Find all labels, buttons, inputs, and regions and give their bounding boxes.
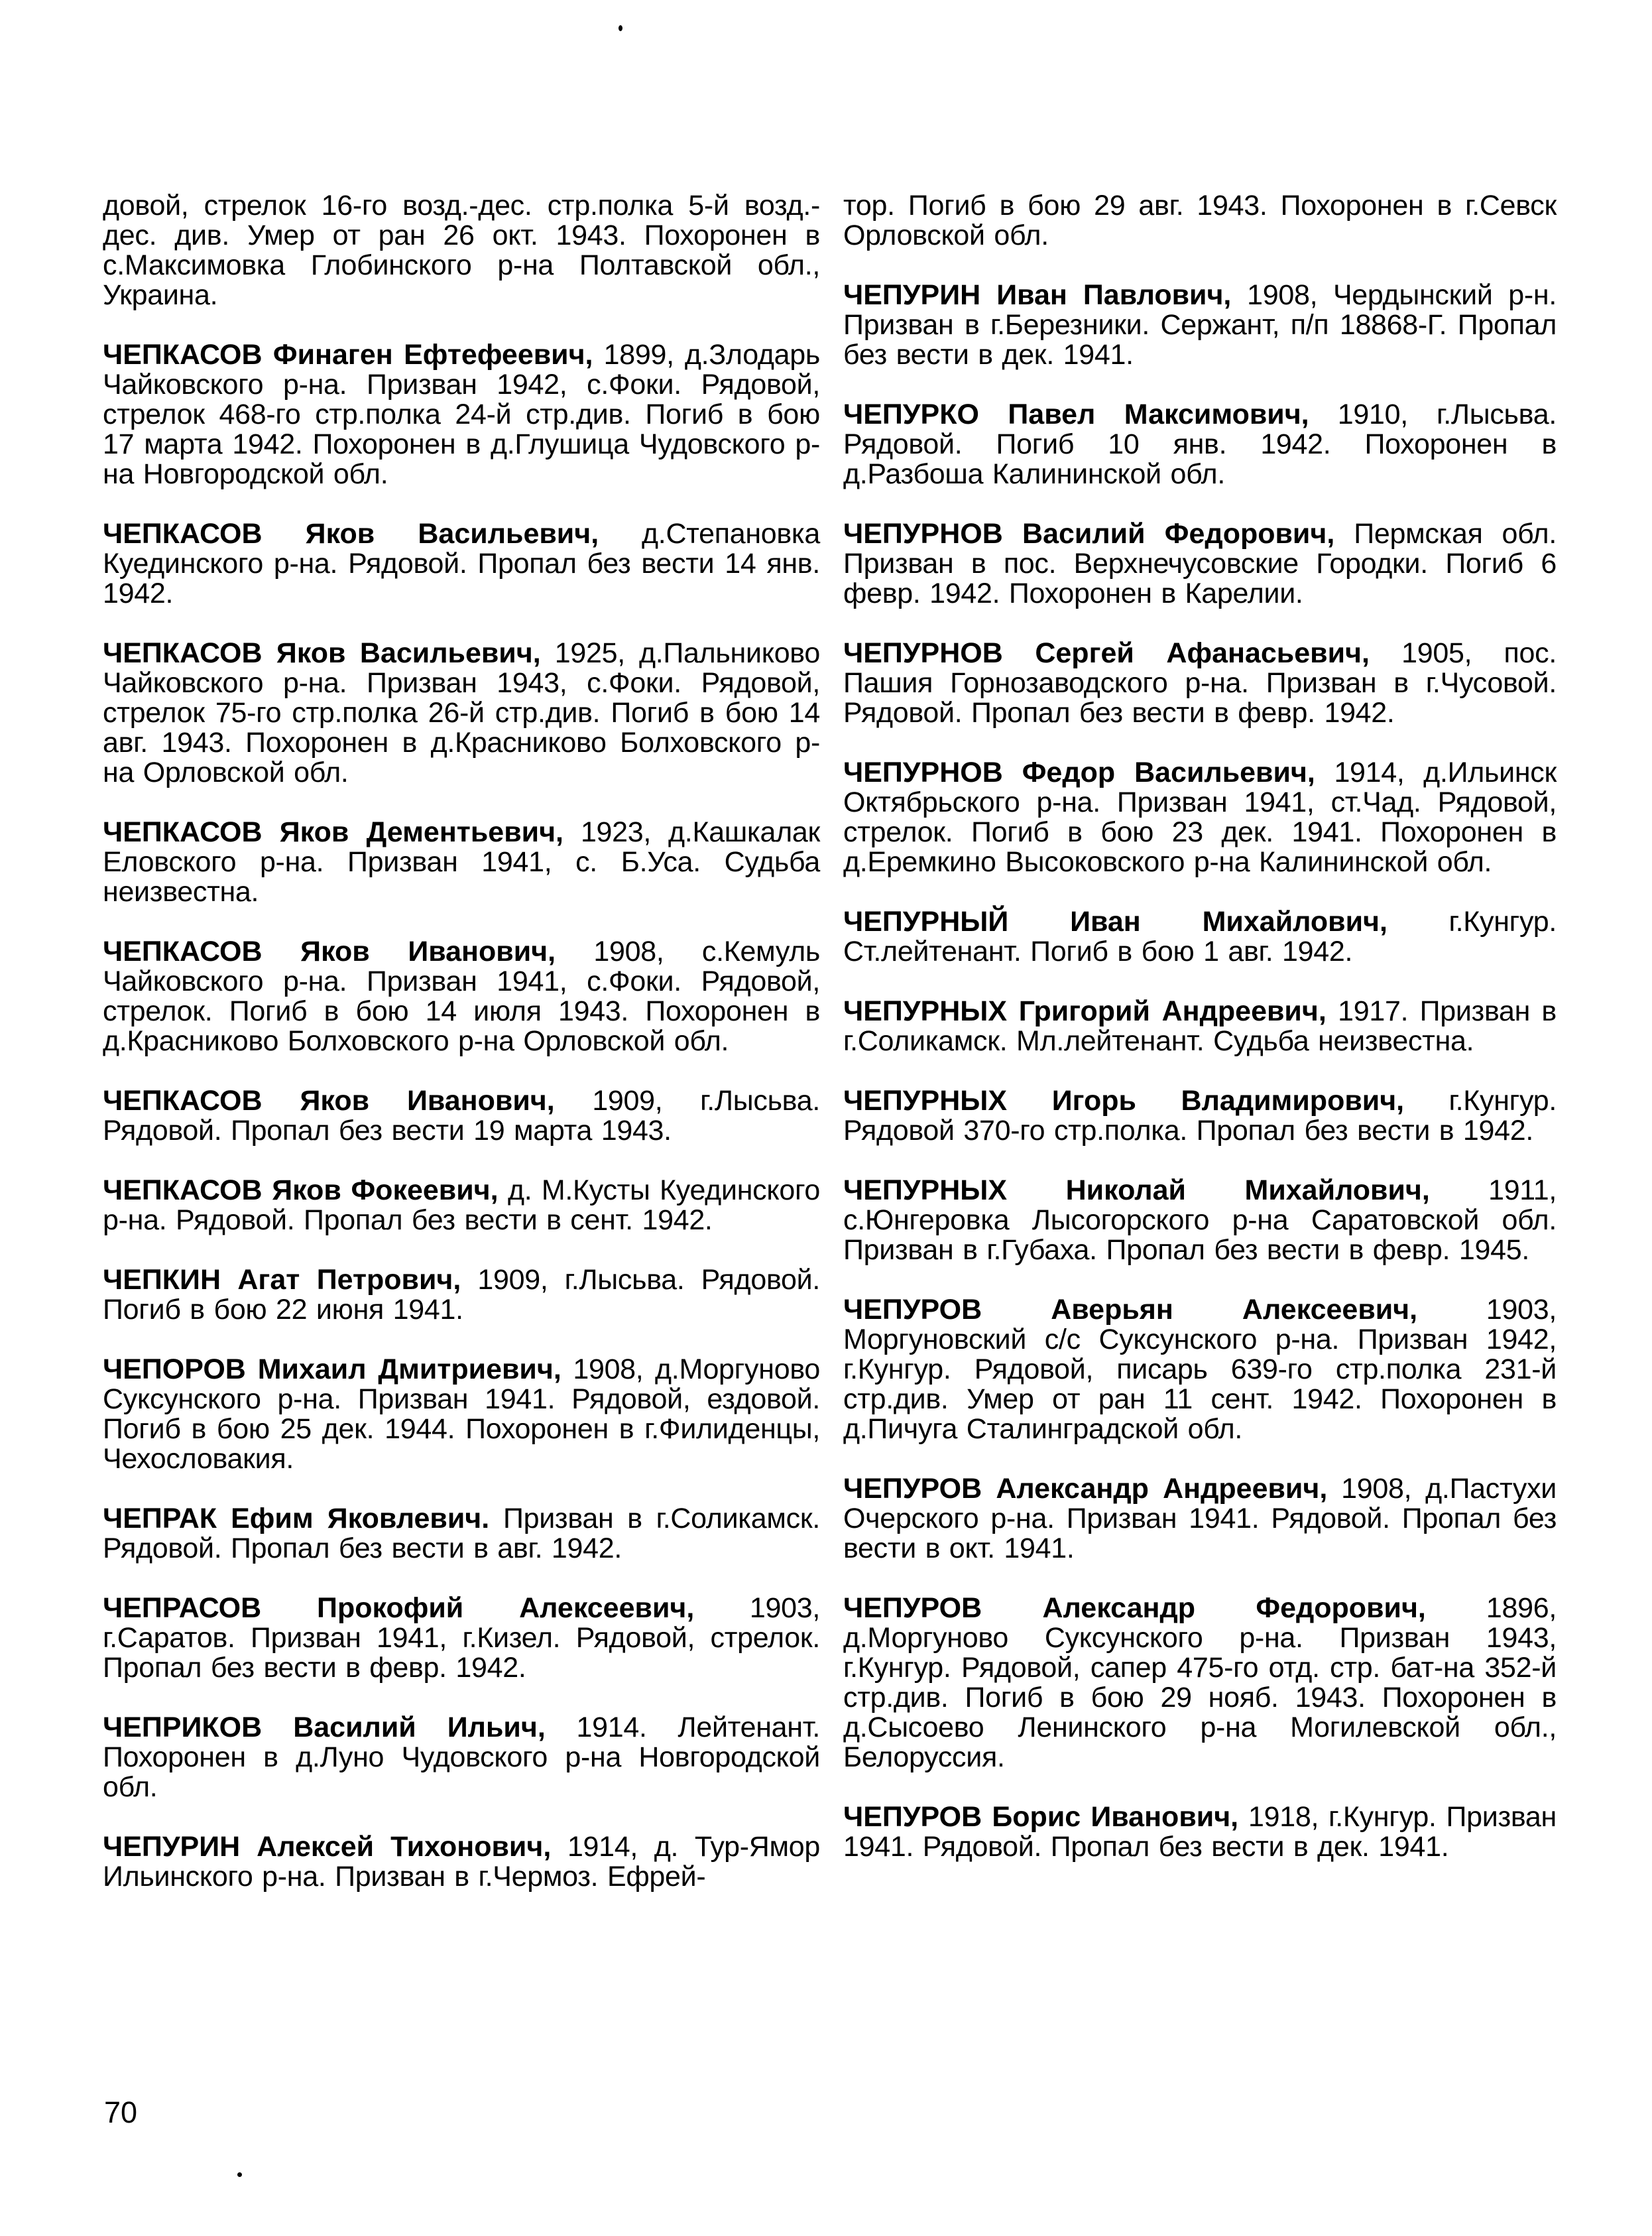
entry-surname: ЧЕПРАСОВ Прокофий Алексеевич, <box>103 1592 695 1624</box>
entry-surname: ЧЕПУРНОВ Сергей Афанасьевич, <box>843 637 1370 669</box>
memorial-entry: ЧЕПУРНОВ Федор Васильевич, 1914, д.Ильинск Октябрьского р-на. Призван 1941, ст.Чад. Рядовой, стрелок. Погиб в бою 23 дек. 1941. Похоронен в д.Еремкино Высоковского р-на Калининской обл. <box>843 757 1557 878</box>
memorial-entry: ЧЕПУРНЫХ Игорь Владимирович, г.Кунгур. Рядовой 370-го стр.полка. Пропал без вести в 1942. <box>843 1085 1557 1147</box>
memorial-entry: ЧЕПУРНЫХ Николай Михайлович, 1911, с.Юнгеровка Лысогорского р-на Саратовской обл. Призван в г.Губаха. Пропал без вести в февр. 1945. <box>843 1174 1557 1266</box>
entry-surname: ЧЕПУРНЫХ Николай Михайлович, <box>843 1174 1430 1206</box>
memorial-entry: ЧЕПКАСОВ Яков Васильевич, д.Степановка Куединского р-на. Рядовой. Пропал без вести 14 янв. 1942. <box>103 518 821 609</box>
entry-surname: ЧЕПУРОВ Александр Федорович, <box>843 1592 1426 1624</box>
entry-continuation: довой, стрелок 16-го возд.-дес. стр.полка 5-й возд.-дес. див. Умер от ран 26 окт. 1943. Похоронен в с.Максимовка Глобинского р-на Полтавской обл., Украина. <box>103 190 820 311</box>
entry-surname: ЧЕПУРОВ Аверьян Алексеевич, <box>843 1294 1418 1326</box>
memorial-entry: ЧЕПКАСОВ Яков Иванович, 1908, с.Кемуль Чайковского р-на. Призван 1941, с.Фоки. Рядовой, стрелок. Погиб в бою 14 июля 1943. Похоронен в д.Красниково Болховского р-на Орловской обл. <box>103 936 820 1057</box>
memorial-entry: ЧЕПУРИН Иван Павлович, 1908, Чердынский р-н. Призван в г.Березники. Сержант, п/п 18868-Г. Пропал без вести в дек. 1941. <box>843 279 1557 371</box>
memorial-entry: ЧЕПУРОВ Александр Федорович, 1896, д.Моргуново Суксунского р-на. Призван 1943, г.Кунгур. Рядовой, сапер 475-го отд. стр. бат-на 352-й стр.див. Погиб в бою 29 нояб. 1943. Похоронен в д.Сысоево Ленинского р-на Могилевской обл., Белоруссия. <box>843 1592 1557 1773</box>
entry-surname: ЧЕПРАК Ефим Яковлевич. <box>103 1503 490 1534</box>
memorial-entry: ЧЕПУРНЫЙ Иван Михайлович, г.Кунгур. Ст.лейтенант. Погиб в бою 1 авг. 1942. <box>843 906 1557 967</box>
entry-surname: ЧЕПУРИН Иван Павлович, <box>843 279 1232 311</box>
entry-surname: ЧЕПУРНОВ Федор Васильевич, <box>843 757 1315 788</box>
scan-speck-icon <box>619 25 622 31</box>
memorial-entry: ЧЕПУРОВ Аверьян Алексеевич, 1903, Моргуновский с/с Суксунского р-на. Призван 1942, г.Кунгур. Рядовой, писарь 639-го стр.полка 231-й стр.див. Умер от ран 11 сент. 1942. Похоронен в д.Пичуга Сталинградской обл. <box>843 1294 1557 1445</box>
memorial-entry: ЧЕПУРОВ Борис Иванович, 1918, г.Кунгур. Призван 1941. Рядовой. Пропал без вести в дек. 1941. <box>843 1801 1557 1863</box>
memorial-entry: ЧЕПКАСОВ Яков Васильевич, 1925, д.Пальниково Чайковского р-на. Призван 1943, с.Фоки. Рядовой, стрелок 75-го стр.полка 26-й стр.див. Погиб в бою 14 авг. 1943. Похоронен в д.Красниково Болховского р-на Орловской обл. <box>103 637 820 788</box>
memorial-entry: ЧЕПКАСОВ Финаген Ефтефеевич, 1899, д.Злодарь Чайковского р-на. Призван 1942, с.Фоки. Рядовой, стрелок 468-го стр.полка 24-й стр.див. Погиб в бою 17 марта 1942. Похоронен в д.Глушица Чудовского р-на Новгородской обл. <box>103 339 820 490</box>
entry-surname: ЧЕПУРКО Павел Максимович, <box>843 399 1309 430</box>
entry-continuation: тор. Погиб в бою 29 авг. 1943. Похоронен в г.Севск Орловской обл. <box>843 190 1557 251</box>
entry-surname: ЧЕПУРНЫХ Григорий Андреевич, <box>843 995 1327 1027</box>
left-column <box>103 191 820 1922</box>
memorial-entry: ЧЕПУРИН Алексей Тихонович, 1914, д. Тур-Ямор Ильинского р-на. Призван в г.Чермоз. Ефрей- <box>103 1831 820 1893</box>
entry-surname: ЧЕПУРНЫХ Игорь Владимирович, <box>843 1085 1405 1117</box>
memorial-entry: ЧЕПКАСОВ Яков Иванович, 1909, г.Лысьва. Рядовой. Пропал без вести 19 марта 1943. <box>103 1085 820 1147</box>
memorial-entry: ЧЕПРАСОВ Прокофий Алексеевич, 1903, г.Саратов. Призван 1941, г.Кизел. Рядовой, стрелок. Пропал без вести в февр. 1942. <box>103 1592 820 1684</box>
entry-surname: ЧЕПКАСОВ Яков Васильевич, <box>103 518 599 550</box>
entry-surname: ЧЕПКАСОВ Яков Дементьевич, <box>103 816 563 848</box>
entry-surname: ЧЕПКАСОВ Яков Иванович, <box>103 1085 555 1117</box>
entry-surname: ЧЕПУРНОВ Василий Федорович, <box>843 518 1335 550</box>
memorial-entry: ЧЕПУРОВ Александр Андреевич, 1908, д.Пастухи Очерского р-на. Призван 1941. Рядовой. Пропал без вести в окт. 1941. <box>843 1473 1557 1564</box>
entry-surname: ЧЕПКАСОВ Яков Фокеевич, <box>103 1174 499 1206</box>
entry-surname: ЧЕПКАСОВ Яков Иванович, <box>103 936 556 967</box>
entry-surname: ЧЕПОРОВ Михаил Дмитриевич, <box>103 1353 561 1385</box>
page-number: 70 <box>104 2095 138 2129</box>
entry-surname: ЧЕПУРИН Алексей Тихонович, <box>103 1831 552 1863</box>
entry-surname: ЧЕПУРОВ Борис Иванович, <box>843 1801 1239 1833</box>
memorial-entry: ЧЕПУРНОВ Василий Федорович, Пермская обл. Призван в пос. Верхнечусовские Городки. Погиб 6 февр. 1942. Похоронен в Карелии. <box>843 518 1557 609</box>
memorial-entry: ЧЕПУРНОВ Сергей Афанасьевич, 1905, пос. Пашия Горнозаводского р-на. Призван в г.Чусовой. Рядовой. Пропал без вести в февр. 1942. <box>843 637 1557 729</box>
entry-surname: ЧЕПКАСОВ Финаген Ефтефеевич, <box>103 339 593 371</box>
entry-surname: ЧЕПРИКОВ Василий Ильич, <box>103 1711 546 1743</box>
entry-surname: ЧЕПКАСОВ Яков Васильевич, <box>103 637 541 669</box>
memorial-entry: ЧЕПКАСОВ Яков Фокеевич, д. М.Кусты Куединского р-на. Рядовой. Пропал без вести в сент. 1942. <box>103 1174 821 1236</box>
memorial-entry: ЧЕПКИН Агат Петрович, 1909, г.Лысьва. Рядовой. Погиб в бою 22 июня 1941. <box>103 1264 820 1326</box>
memorial-entry: ЧЕПУРКО Павел Максимович, 1910, г.Лысьва. Рядовой. Погиб 10 янв. 1942. Похоронен в д.Разбоша Калининской обл. <box>843 399 1557 490</box>
memorial-entry: ЧЕПКАСОВ Яков Дементьевич, 1923, д.Кашкалак Еловского р-на. Призван 1941, с. Б.Уса. Судьба неизвестна. <box>103 816 820 908</box>
memorial-entry: ЧЕПУРНЫХ Григорий Андреевич, 1917. Призван в г.Соликамск. Мл.лейтенант. Судьба неизвестна. <box>843 995 1557 1057</box>
entry-surname: ЧЕПУРОВ Александр Андреевич, <box>843 1473 1328 1505</box>
entry-surname: ЧЕПКИН Агат Петрович, <box>103 1264 461 1296</box>
scan-speck-icon <box>237 2172 242 2177</box>
entry-surname: ЧЕПУРНЫЙ Иван Михайлович, <box>843 906 1387 938</box>
memorial-entry: ЧЕПОРОВ Михаил Дмитриевич, 1908, д.Моргуново Суксунского р-на. Призван 1941. Рядовой, ездовой. Погиб в бою 25 дек. 1944. Похоронен в г.Филиденцы, Чехословакия. <box>103 1353 820 1475</box>
memorial-entry: ЧЕПРАК Ефим Яковлевич. Призван в г.Соликамск. Рядовой. Пропал без вести в авг. 1942. <box>103 1503 820 1564</box>
memorial-entry: ЧЕПРИКОВ Василий Ильич, 1914. Лейтенант. Похоронен в д.Луно Чудовского р-на Новгородской обл. <box>103 1711 820 1803</box>
right-column <box>843 191 1557 1892</box>
